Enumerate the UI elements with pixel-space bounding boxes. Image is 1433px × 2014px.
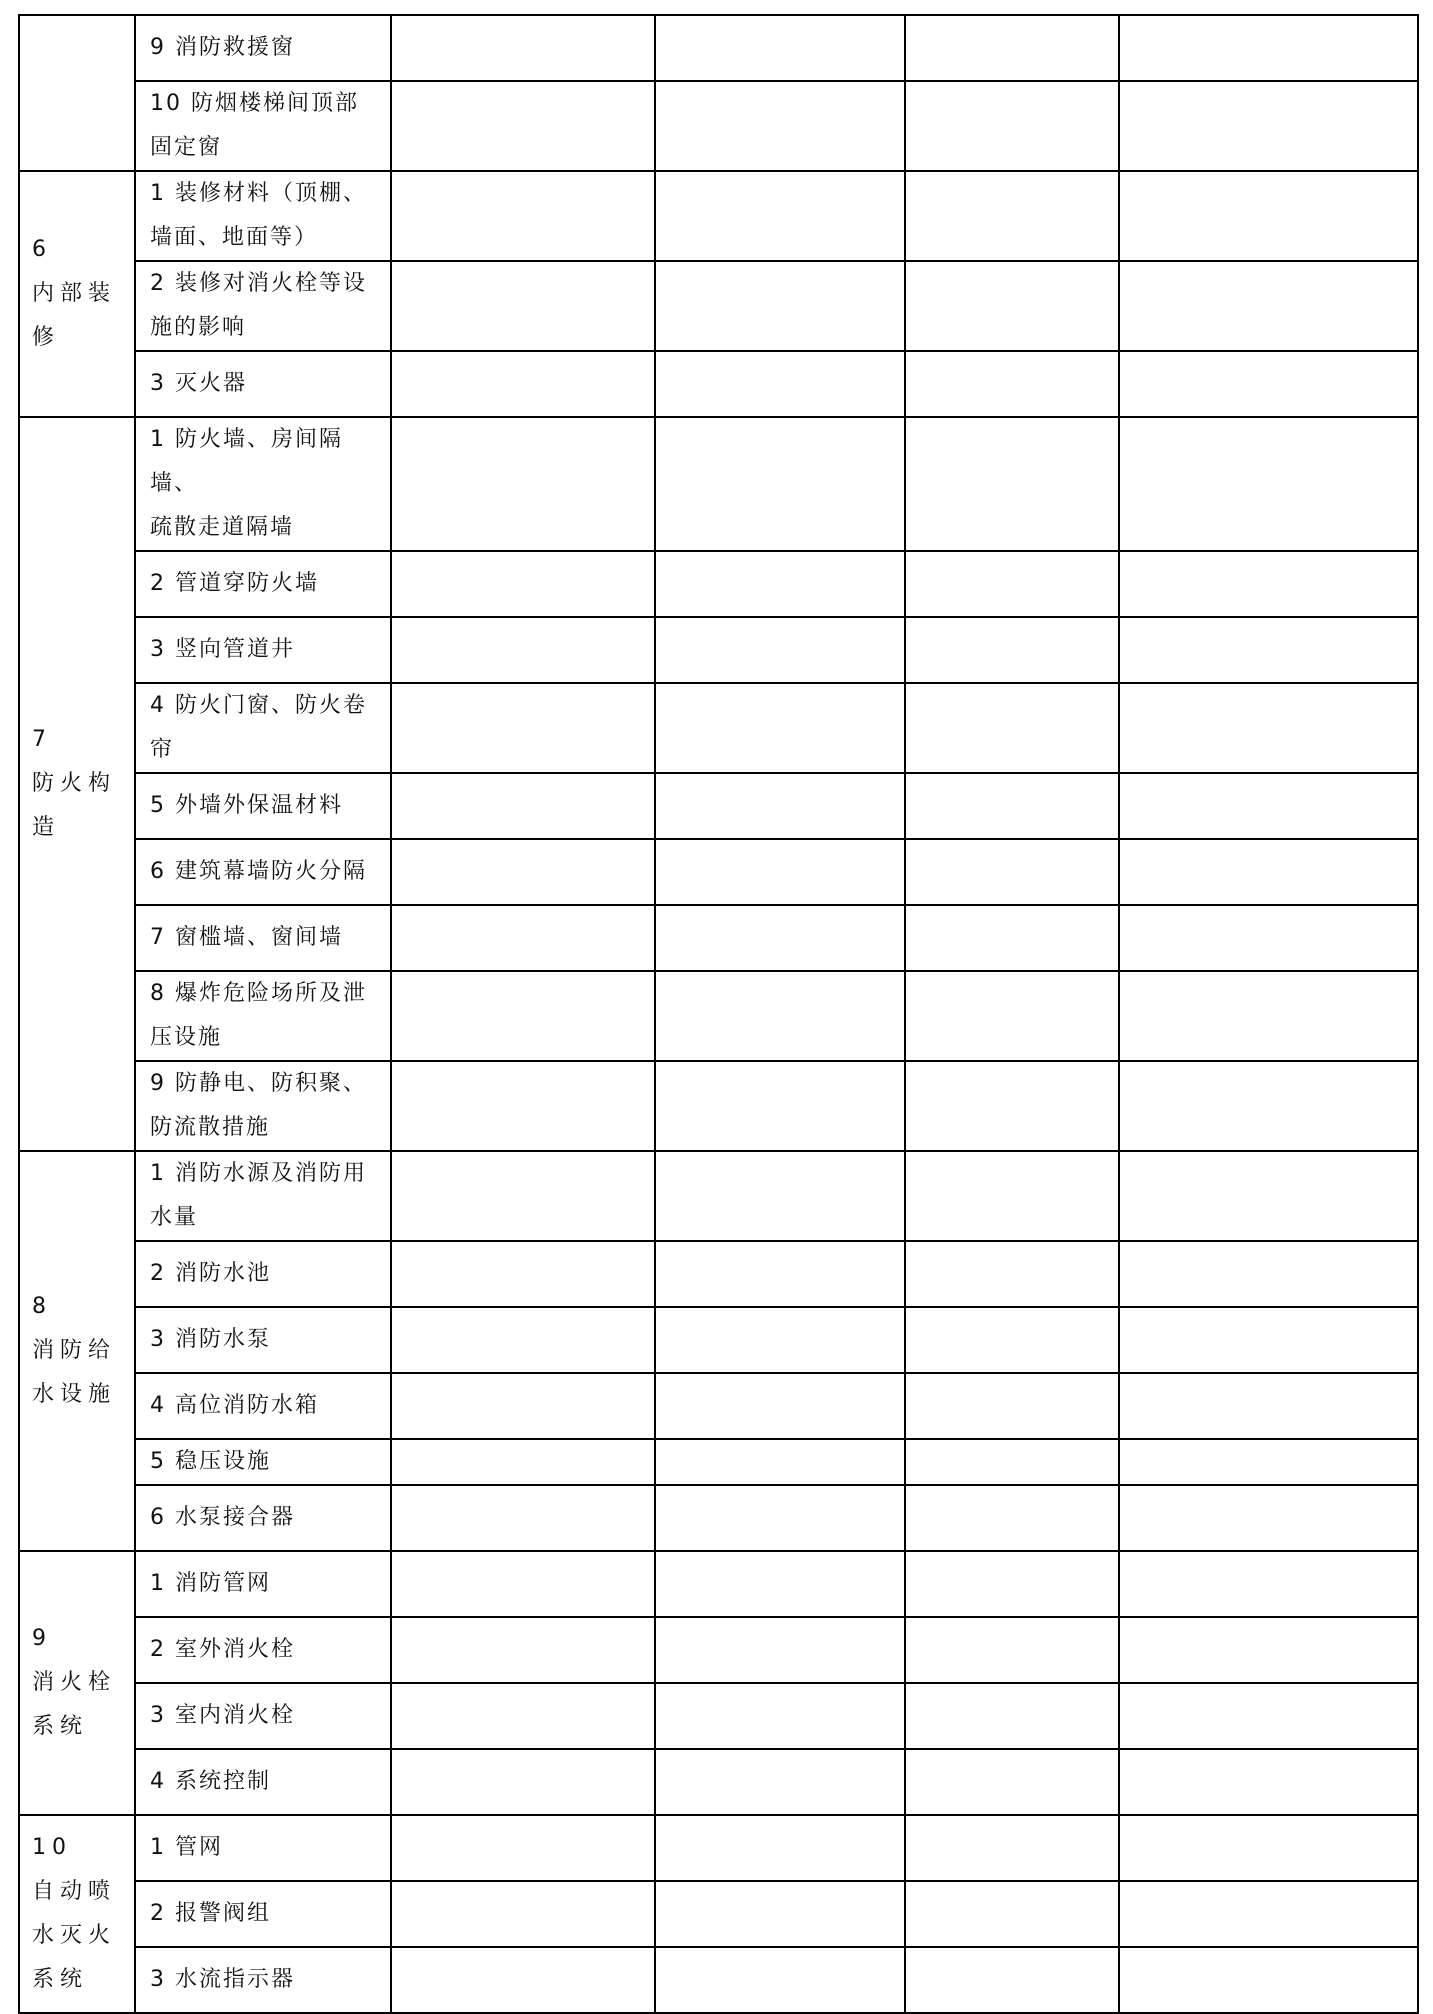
inspection-item-cell [135,1815,391,1881]
category-cell [19,15,135,171]
blank-entry-cell [655,617,905,683]
inspection-item-cell [135,171,391,261]
inspection-item-cell [135,1061,391,1151]
inspection-item-label: 3 水流指示器 [150,1967,295,1992]
inspection-item-label: 帘 [150,737,175,762]
inspection-item-label: 1 装修材料（顶棚、 [150,181,367,206]
blank-entry-cell [391,773,655,839]
blank-entry-cell [391,1485,655,1551]
blank-entry-cell [905,1815,1119,1881]
blank-entry-cell [655,551,905,617]
blank-entry-cell [391,351,655,417]
blank-entry-cell [655,839,905,905]
inspection-item-cell [135,683,391,773]
blank-entry-cell [391,683,655,773]
category-label-line: 水设施 [32,1382,117,1407]
inspection-item-cell [135,1947,391,2013]
blank-entry-cell [655,351,905,417]
table-row [19,617,1418,683]
blank-entry-cell [905,81,1119,171]
blank-entry-cell [1119,773,1418,839]
category-label-line: 9 [32,1626,52,1651]
blank-entry-cell [905,905,1119,971]
blank-entry-cell [905,1307,1119,1373]
blank-entry-cell [391,1307,655,1373]
blank-entry-cell [1119,351,1418,417]
blank-entry-cell [655,261,905,351]
table-row [19,1373,1418,1439]
blank-entry-cell [1119,1241,1418,1307]
inspection-item-label: 墙面、地面等） [150,225,319,250]
inspection-item-cell [135,551,391,617]
blank-entry-cell [655,1881,905,1947]
blank-entry-cell [655,1815,905,1881]
blank-entry-cell [655,1617,905,1683]
blank-entry-cell [905,1373,1119,1439]
blank-entry-cell [391,839,655,905]
blank-entry-cell [655,1947,905,2013]
blank-entry-cell [655,1551,905,1617]
inspection-item-cell [135,1485,391,1551]
blank-entry-cell [1119,1881,1418,1947]
inspection-item-cell [135,81,391,171]
category-label-line: 8 [32,1294,52,1319]
inspection-item-label: 6 水泵接合器 [150,1505,295,1530]
inspection-item-cell [135,1307,391,1373]
inspection-item-cell [135,1373,391,1439]
blank-entry-cell [391,551,655,617]
inspection-item-label: 7 窗槛墙、窗间墙 [150,925,343,950]
inspection-item-label: 10 防烟楼梯间顶部 [150,91,359,116]
table-row [19,1439,1418,1485]
blank-entry-cell [391,261,655,351]
table-row [19,1947,1418,2013]
table-row [19,81,1418,171]
inspection-item-cell [135,1683,391,1749]
inspection-item-cell [135,1881,391,1947]
inspection-item-label: 1 防火墙、房间隔墙、 [150,427,343,496]
table-row [19,15,1418,81]
category-cell [19,417,135,1151]
blank-entry-cell [1119,417,1418,551]
blank-entry-cell [905,683,1119,773]
checklist-body [19,15,1418,2013]
blank-entry-cell [391,1749,655,1815]
inspection-item-label: 施的影响 [150,315,247,340]
inspection-item-label: 2 管道穿防火墙 [150,571,319,596]
blank-entry-cell [905,417,1119,551]
inspection-item-label: 3 灭火器 [150,371,247,396]
blank-entry-cell [905,1617,1119,1683]
category-label-line: 修 [32,325,61,350]
blank-entry-cell [1119,617,1418,683]
blank-entry-cell [905,171,1119,261]
inspection-checklist-table [18,14,1419,2014]
blank-entry-cell [655,417,905,551]
inspection-item-label: 1 管网 [150,1835,223,1860]
category-label-line: 消防给 [32,1338,117,1363]
inspection-item-label: 压设施 [150,1025,223,1050]
inspection-item-label: 3 竖向管道井 [150,637,295,662]
table-row [19,351,1418,417]
category-label-line: 系统 [32,1714,89,1739]
inspection-item-label: 3 室内消火栓 [150,1703,295,1728]
blank-entry-cell [655,1061,905,1151]
category-cell [19,1815,135,2013]
blank-entry-cell [905,839,1119,905]
table-row [19,171,1418,261]
blank-entry-cell [391,1373,655,1439]
inspection-item-label: 3 消防水泵 [150,1327,271,1352]
inspection-item-label: 9 消防救援窗 [150,35,295,60]
blank-entry-cell [905,261,1119,351]
blank-entry-cell [1119,1151,1418,1241]
category-label-line: 水灭火 [32,1923,117,1948]
category-cell [19,171,135,417]
blank-entry-cell [1119,171,1418,261]
blank-entry-cell [391,1947,655,2013]
blank-entry-cell [655,81,905,171]
table-row [19,261,1418,351]
blank-entry-cell [905,1151,1119,1241]
table-row [19,1551,1418,1617]
blank-entry-cell [391,617,655,683]
blank-entry-cell [655,1485,905,1551]
inspection-item-cell [135,1151,391,1241]
inspection-item-label: 8 爆炸危险场所及泄 [150,981,367,1006]
table-row [19,1307,1418,1373]
blank-entry-cell [905,1683,1119,1749]
inspection-item-label: 疏散走道隔墙 [150,515,295,540]
inspection-item-cell [135,351,391,417]
table-row [19,905,1418,971]
blank-entry-cell [391,417,655,551]
inspection-item-cell [135,15,391,81]
blank-entry-cell [655,971,905,1061]
inspection-item-label: 2 装修对消火栓等设 [150,271,367,296]
blank-entry-cell [655,683,905,773]
inspection-item-cell [135,773,391,839]
inspection-item-label: 9 防静电、防积聚、 [150,1071,367,1096]
blank-entry-cell [905,1439,1119,1485]
blank-entry-cell [655,773,905,839]
blank-entry-cell [1119,1485,1418,1551]
inspection-item-label: 4 系统控制 [150,1769,271,1794]
inspection-item-cell [135,1551,391,1617]
inspection-item-cell [135,417,391,551]
table-row [19,551,1418,617]
inspection-item-label: 2 室外消火栓 [150,1637,295,1662]
category-label-line: 内部装 [32,281,117,306]
inspection-item-label: 4 防火门窗、防火卷 [150,693,367,718]
blank-entry-cell [1119,1551,1418,1617]
inspection-item-label: 防流散措施 [150,1115,271,1140]
inspection-item-cell [135,1617,391,1683]
blank-entry-cell [391,15,655,81]
blank-entry-cell [905,551,1119,617]
table-row [19,1617,1418,1683]
category-label-line: 7 [32,727,52,752]
blank-entry-cell [905,773,1119,839]
blank-entry-cell [391,1061,655,1151]
table-row [19,1683,1418,1749]
blank-entry-cell [655,1373,905,1439]
blank-entry-cell [655,15,905,81]
table-row [19,1815,1418,1881]
blank-entry-cell [391,1241,655,1307]
blank-entry-cell [655,1439,905,1485]
blank-entry-cell [391,971,655,1061]
blank-entry-cell [391,905,655,971]
blank-entry-cell [1119,15,1418,81]
blank-entry-cell [905,617,1119,683]
blank-entry-cell [1119,971,1418,1061]
table-row [19,1485,1418,1551]
blank-entry-cell [391,1439,655,1485]
blank-entry-cell [655,905,905,971]
blank-entry-cell [655,1151,905,1241]
table-row [19,1241,1418,1307]
blank-entry-cell [391,1551,655,1617]
blank-entry-cell [905,15,1119,81]
inspection-item-cell [135,1749,391,1815]
table-row [19,1749,1418,1815]
table-row [19,683,1418,773]
blank-entry-cell [905,1485,1119,1551]
category-label-line: 6 [32,237,52,262]
blank-entry-cell [905,1061,1119,1151]
inspection-item-label: 2 报警阀组 [150,1901,271,1926]
blank-entry-cell [905,1947,1119,2013]
blank-entry-cell [391,171,655,261]
blank-entry-cell [391,1815,655,1881]
category-cell [19,1551,135,1815]
inspection-item-label: 6 建筑幕墙防火分隔 [150,859,367,884]
blank-entry-cell [1119,81,1418,171]
blank-entry-cell [1119,551,1418,617]
inspection-item-label: 固定窗 [150,135,223,160]
blank-entry-cell [1119,1307,1418,1373]
blank-entry-cell [391,81,655,171]
category-label-line: 系统 [32,1967,89,1992]
blank-entry-cell [905,351,1119,417]
blank-entry-cell [391,1881,655,1947]
inspection-item-label: 4 高位消防水箱 [150,1393,319,1418]
blank-entry-cell [655,1749,905,1815]
table-row [19,1151,1418,1241]
blank-entry-cell [905,1551,1119,1617]
blank-entry-cell [1119,1439,1418,1485]
inspection-item-cell [135,1241,391,1307]
table-row [19,839,1418,905]
inspection-item-label: 1 消防管网 [150,1571,271,1596]
category-label-line: 10 [32,1835,72,1860]
category-label-line: 防火构 [32,771,117,796]
blank-entry-cell [905,1881,1119,1947]
blank-entry-cell [1119,1061,1418,1151]
blank-entry-cell [1119,1815,1418,1881]
blank-entry-cell [1119,1617,1418,1683]
inspection-item-label: 5 外墙外保温材料 [150,793,343,818]
blank-entry-cell [1119,683,1418,773]
table-row [19,1881,1418,1947]
blank-entry-cell [391,1617,655,1683]
blank-entry-cell [655,171,905,261]
inspection-item-label: 5 稳压设施 [150,1449,271,1474]
inspection-item-cell [135,617,391,683]
blank-entry-cell [1119,261,1418,351]
inspection-item-label: 水量 [150,1205,199,1230]
inspection-item-cell [135,1439,391,1485]
table-row [19,773,1418,839]
blank-entry-cell [905,971,1119,1061]
blank-entry-cell [391,1151,655,1241]
blank-entry-cell [655,1241,905,1307]
blank-entry-cell [655,1307,905,1373]
category-label-line: 消火栓 [32,1670,117,1695]
table-row [19,417,1418,551]
blank-entry-cell [1119,1749,1418,1815]
blank-entry-cell [1119,1373,1418,1439]
blank-entry-cell [391,1683,655,1749]
category-cell [19,1151,135,1551]
table-row [19,971,1418,1061]
blank-entry-cell [905,1241,1119,1307]
category-label-line: 自动喷 [32,1879,117,1904]
blank-entry-cell [1119,1947,1418,2013]
inspection-item-label: 2 消防水池 [150,1261,271,1286]
category-label-line: 造 [32,815,61,840]
inspection-item-cell [135,839,391,905]
inspection-item-cell [135,261,391,351]
blank-entry-cell [1119,905,1418,971]
blank-entry-cell [655,1683,905,1749]
table-row [19,1061,1418,1151]
blank-entry-cell [1119,1683,1418,1749]
inspection-item-label: 1 消防水源及消防用 [150,1161,367,1186]
blank-entry-cell [1119,839,1418,905]
inspection-item-cell [135,971,391,1061]
blank-entry-cell [905,1749,1119,1815]
inspection-item-cell [135,905,391,971]
